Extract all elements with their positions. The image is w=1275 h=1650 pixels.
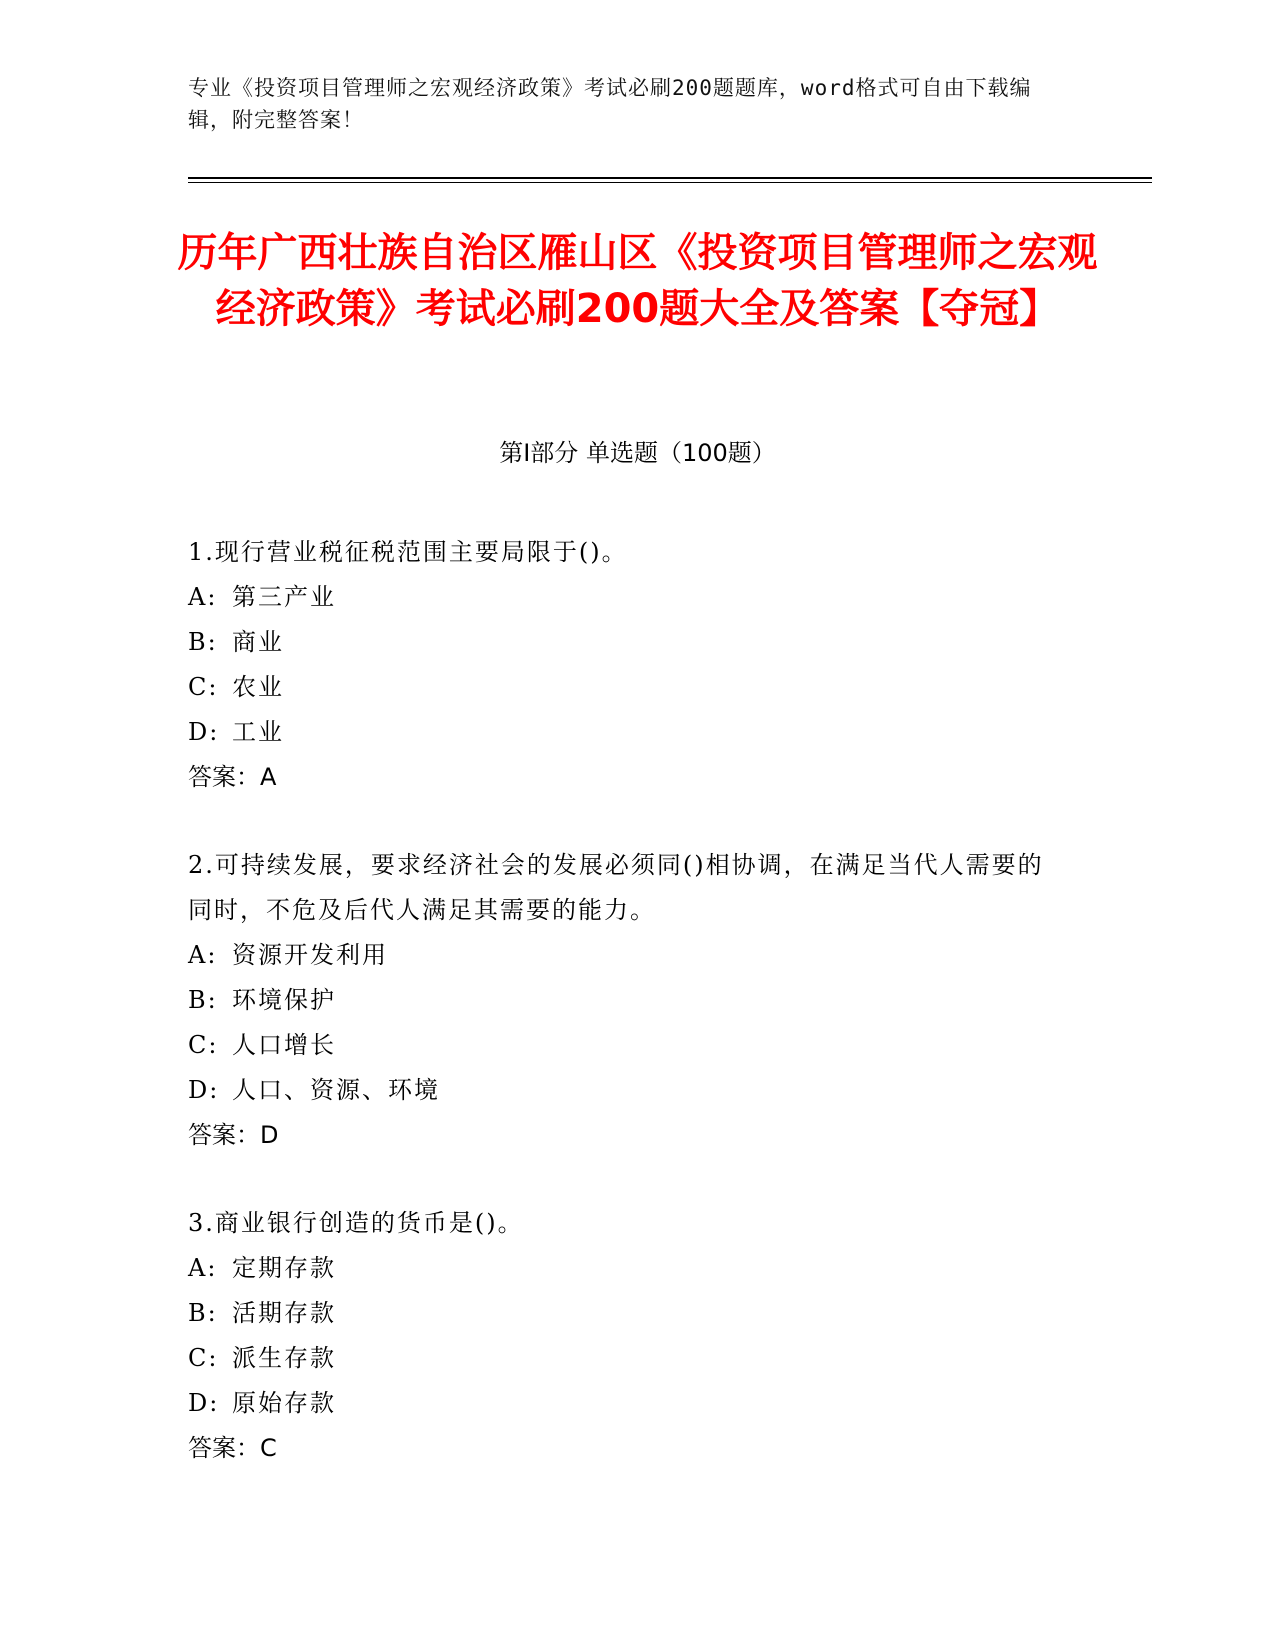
option-b [188,1291,1068,1336]
question-text: 3.商业银行创造的货币是()。 [188,1209,524,1237]
option-letter: A: [188,1254,218,1282]
document-title: 历年广西壮族自治区雁山区《投资项目管理师之宏观经济政策》考试必刷200题大全及答案【夺冠】 [177,230,1098,332]
option-letter: C: [188,673,219,701]
option-letter: D: [188,718,220,746]
option-text: 工业 [232,718,284,746]
question-item [188,843,1068,1158]
question-text: 1.现行营业税征税范围主要局限于()。 [188,538,628,566]
option-text: 农业 [232,673,284,701]
option-letter: B: [188,628,218,656]
option-letter: D: [188,1076,220,1104]
option-d [188,1381,1068,1426]
option-letter: D: [188,1389,220,1417]
option-d [188,1068,1068,1113]
option-text: 派生存款 [232,1344,336,1372]
question-item [188,530,1068,800]
option-a [188,1246,1068,1291]
header-rule-thick [188,177,1152,179]
option-c [188,665,1068,710]
question-text: 2.可持续发展，要求经济社会的发展必须同()相协调，在满足当代人需要的同时，不危及后代人满足其需要的能力。 [188,851,1044,924]
option-text: 定期存款 [232,1254,336,1282]
option-text: 环境保护 [232,986,336,1014]
question-item [188,1201,1068,1471]
option-letter: C: [188,1031,219,1059]
option-text: 人口增长 [232,1031,336,1059]
option-b [188,978,1068,1023]
option-a [188,933,1068,978]
option-text: 第三产业 [232,583,336,611]
answer-line: 答案：C [188,1434,277,1462]
option-letter: B: [188,986,218,1014]
option-text: 原始存款 [232,1389,336,1417]
option-text: 活期存款 [232,1299,336,1327]
document-intro: 专业《投资项目管理师之宏观经济政策》考试必刷200题题库，word格式可自由下载编辑，附完整答案！ [188,76,1032,132]
option-text: 人口、资源、环境 [232,1076,440,1104]
answer-line: 答案：D [188,1121,279,1149]
option-letter: A: [188,941,218,969]
answer-line: 答案：A [188,763,277,791]
option-d [188,710,1068,755]
header-rule-thin [188,182,1152,183]
option-letter: B: [188,1299,218,1327]
option-text: 资源开发利用 [232,941,388,969]
question-list [188,530,1068,1514]
option-b [188,620,1068,665]
option-letter: C: [188,1344,219,1372]
section-heading: 第I部分 单选题（100题） [499,439,776,467]
option-letter: A: [188,583,218,611]
option-c [188,1336,1068,1381]
option-a [188,575,1068,620]
option-c [188,1023,1068,1068]
option-text: 商业 [232,628,284,656]
